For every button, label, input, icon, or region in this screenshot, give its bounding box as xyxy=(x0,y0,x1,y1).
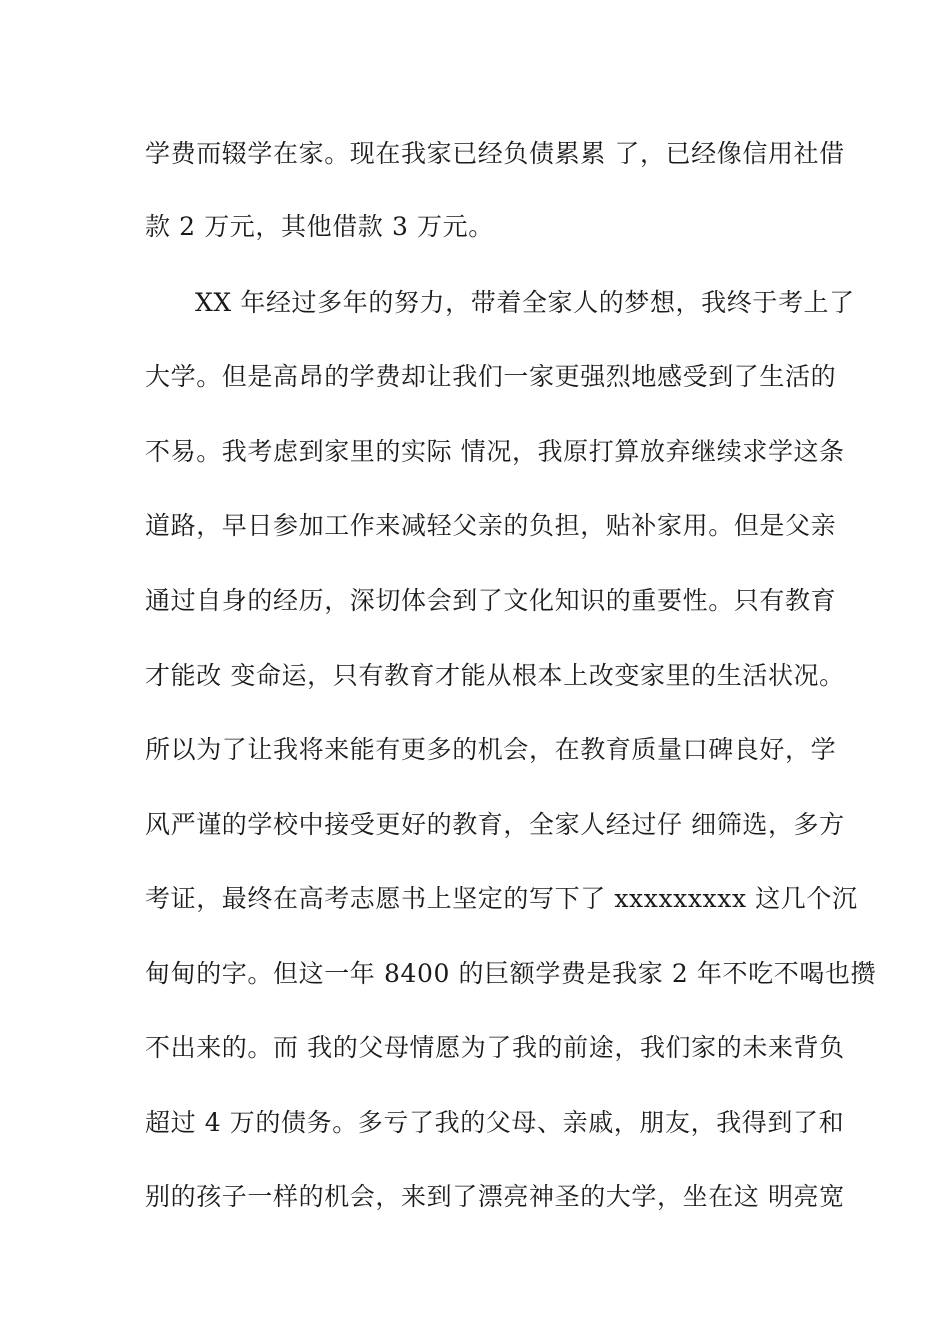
text-line: 不出来的。而 我的父母情愿为了我的前途，我们家的未来背负 xyxy=(145,1033,845,1062)
text-line: 不易。我考虑到家里的实际 情况，我原打算放弃继续求学这条 xyxy=(145,437,845,466)
text-line: 所以为了让我将来能有更多的机会，在教育质量口碑良好，学 xyxy=(145,735,837,764)
paragraph-first-line: XX 年经过多年的努力，带着全家人的梦想，我终于考上了 xyxy=(195,288,855,317)
text-line: 学费而辍学在家。现在我家已经负债累累 了，已经像信用社借 xyxy=(145,139,845,168)
text-line: 风严谨的学校中接受更好的教育，全家人经过仔 细筛选，多方 xyxy=(145,810,845,839)
text-line: 道路，早日参加工作来减轻父亲的负担，贴补家用。但是父亲 xyxy=(145,511,837,540)
text-line: 才能改 变命运，只有教育才能从根本上改变家里的生活状况。 xyxy=(145,661,845,690)
text-line: 甸甸的字。但这一年 8400 的巨额学费是我家 2 年不吃不喝也攒 xyxy=(145,959,877,988)
text-line: 大学。但是高昂的学费却让我们一家更强烈地感受到了生活的 xyxy=(145,362,837,391)
text-line: 通过自身的经历，深切体会到了文化知识的重要性。只有教育 xyxy=(145,586,837,615)
text-line: 别的孩子一样的机会，来到了漂亮神圣的大学，坐在这 明亮宽 xyxy=(145,1182,845,1211)
text-line: 考证，最终在高考志愿书上坚定的写下了 xxxxxxxxx 这几个沉 xyxy=(145,884,858,913)
text-line: 超过 4 万的债务。多亏了我的父母、亲戚，朋友，我得到了和 xyxy=(145,1108,845,1137)
text-line: 款 2 万元，其他借款 3 万元。 xyxy=(145,212,494,241)
